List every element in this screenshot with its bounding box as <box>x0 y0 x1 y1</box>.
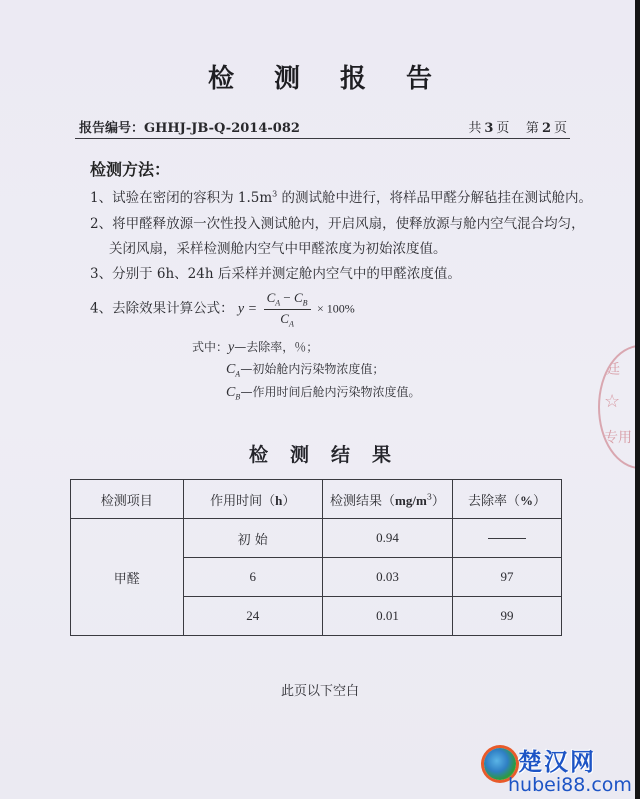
column-header-result: 检测结果$(mg/m^3)$ <box>322 480 452 519</box>
watermark-name: 楚汉网 <box>518 748 596 776</box>
removal-cell: 99 <box>452 597 561 636</box>
time-cell: 24 <box>183 597 322 636</box>
results-table <box>70 479 562 636</box>
scan-edge-shadow <box>635 0 640 799</box>
removal-cell <box>452 519 561 558</box>
header-divider <box>75 138 570 139</box>
site-watermark <box>478 740 640 799</box>
formula-legend-ca: $C_A—$初始舱内污染物浓度值； <box>226 362 385 379</box>
formula-fraction <box>264 290 311 328</box>
results-title: 检测结果 <box>248 444 413 466</box>
method-step-4: 4、去除效果计算公式： y = $\frac{C_A - C_B}{C_A}$ × 100% <box>90 290 355 329</box>
official-seal-stamp: 廷 ☆ 专用 <box>598 345 640 469</box>
table-header-row <box>71 480 562 519</box>
seal-star-icon: ☆ <box>604 391 621 412</box>
watermark-domain: hubei88.com <box>508 774 632 796</box>
removal-cell: 97 <box>452 558 561 597</box>
time-cell: 6 <box>183 558 322 597</box>
time-cell: 初 始 <box>183 519 322 558</box>
test-item-cell: 甲醛 <box>71 519 184 636</box>
table-row <box>71 519 562 558</box>
method-step-2: 2、将甲醛释放源一次性投入测试舱内，开启风扇，使释放源与舱内空气混合均匀， <box>90 216 585 232</box>
document-title: 检测报告 <box>207 64 472 94</box>
total-pages: 3 <box>484 121 494 136</box>
method-step-2-continuation: 关闭风扇，采样检测舱内空气中甲醛浓度为初始浓度值。 <box>109 241 447 257</box>
result-cell: 0.01 <box>322 597 452 636</box>
not-applicable-dash <box>488 538 526 539</box>
formula-legend-cb: $C_B—$作用时间后舱内污染物浓度值。 <box>226 385 421 402</box>
current-page: 2 <box>541 121 551 136</box>
formula-legend-y: 式中：y—去除率，％； <box>192 340 319 355</box>
method-step-3: 3、分别于 6h、24h 后采样并测定舱内空气中的甲醛浓度值。 <box>90 266 461 282</box>
method-heading: 检测方法： <box>90 160 171 179</box>
column-header-time: 作用时间（h） <box>183 480 322 519</box>
method-step-1: 1、试验在密闭的容积为 $1.5m^3$ 的测试舱中进行，将样品甲醛分解毡挂在测试舱内。 <box>90 189 593 206</box>
page-indicator: 共 3 页 第 2 页 <box>468 121 567 136</box>
report-number: GHHJ-JB-Q-2014-082 <box>144 121 300 136</box>
report-number-label: 报告编号： <box>79 121 145 136</box>
formula-numerator: $C_A - C_B$ <box>264 290 311 310</box>
report-header <box>79 117 567 136</box>
column-header-removal: 去除率（%） <box>452 480 561 519</box>
column-header-item: 检测项目 <box>71 480 184 519</box>
removal-rate-formula: y = $\frac{C_A - C_B}{C_A}$ × 100% <box>237 290 355 329</box>
blank-below-note: 此页以下空白 <box>280 684 359 699</box>
result-cell: 0.03 <box>322 558 452 597</box>
result-cell: 0.94 <box>322 519 452 558</box>
formula-denominator: $C_A$ <box>280 310 294 329</box>
